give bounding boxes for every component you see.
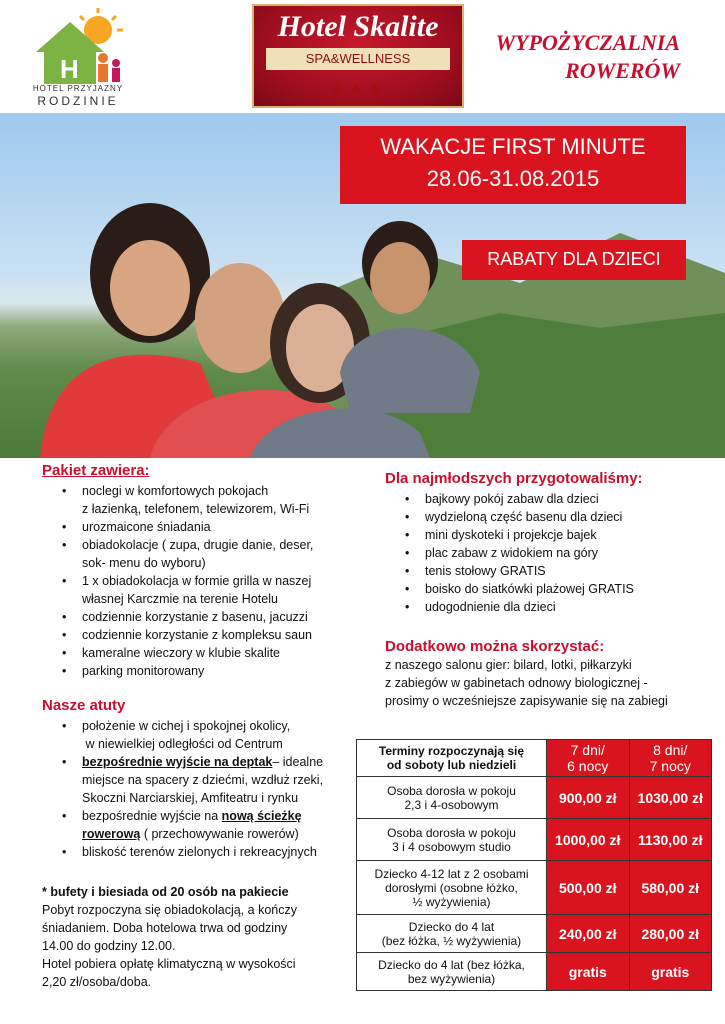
price-cell: 500,00 zł [547, 861, 630, 915]
list-item: • udogodnienie dla dzieci [385, 598, 705, 616]
list-item: • wydzieloną część basenu dla dzieci [385, 508, 705, 526]
svg-text:H: H [60, 54, 79, 84]
table-row [357, 819, 712, 861]
list-item: • bajkowy pokój zabaw dla dzieci [385, 490, 705, 508]
list-item: • codziennie korzystanie z basenu, jacuzzi [42, 608, 352, 626]
table-row [357, 953, 712, 991]
list-item: • bezpośrednie wyjście na nową ścieżkę rowerową ( przechowywanie rowerów) [42, 807, 352, 843]
price-cell: 280,00 zł [629, 915, 712, 953]
logo-text-top: HOTEL PRZYJAZNY [32, 84, 124, 93]
price-cell: 1000,00 zł [547, 819, 630, 861]
list-item: • bliskość terenów zielonych i rekreacyjnych [42, 843, 352, 861]
row-label: Dziecko 4-12 lat z 2 osobami dorosłymi (osobne łóżko, ½ wyżywienia) [357, 861, 547, 915]
table-header-8days: 8 dni/ 7 nocy [629, 740, 712, 777]
bike-rental-subtitle: ROWERÓW [565, 58, 680, 83]
package-section [42, 462, 352, 680]
kids-list [385, 490, 705, 616]
extras-line: z zabiegów w gabinetach odnowy biologicznej - [385, 676, 648, 690]
notes-line: śniadaniem. Doba hotelowa trwa od godziny [42, 921, 288, 935]
notes-line: 2,20 zł/osoba/doba. [42, 975, 152, 989]
promo-dates: 28.06-31.08.2015 [426, 166, 600, 191]
price-cell: 1030,00 zł [629, 777, 712, 819]
price-cell: 240,00 zł [547, 915, 630, 953]
price-cell: 900,00 zł [547, 777, 630, 819]
extras-heading: Dodatkowo można skorzystać: [385, 638, 605, 655]
list-item: • 1 x obiadokolacja w formie grilla w naszej własnej Karczmie na terenie Hotelu [42, 572, 352, 608]
list-item: • noclegi w komfortowych pokojach z łazienką, telefonem, telewizorem, Wi-Fi [42, 482, 352, 518]
kids-heading: Dla najmłodszych przygotowaliśmy: [385, 470, 643, 487]
extras-line: prosimy o wcześniejsze zapisywanie się na zabiegi [385, 694, 668, 708]
row-label: Dziecko do 4 lat (bez łóżka, ½ wyżywienia) [357, 915, 547, 953]
notes-bold: * bufety i biesiada od 20 osób na pakiecie [42, 885, 289, 899]
table-row [357, 777, 712, 819]
notes-section [42, 883, 352, 991]
bike-rental-title: WYPOŻYCZALNIA [495, 30, 680, 55]
hotel-subtitle: SPA&WELLNESS [266, 48, 450, 70]
notes-line: Hotel pobiera opłatę klimatyczną w wysokości [42, 957, 296, 971]
list-item: • mini dyskoteki i projekcje bajek [385, 526, 705, 544]
extras-section [385, 638, 705, 710]
kids-discount-label: RABATY DLA DZIECI [487, 249, 661, 269]
list-item: • urozmaicone śniadania [42, 518, 352, 536]
list-item: • kameralne wieczory w klubie skalite [42, 644, 352, 662]
table-header-label: Terminy rozpoczynają się od soboty lub niedzieli [357, 740, 547, 777]
list-item: • parking monitorowany [42, 662, 352, 680]
logo-text-bottom: RODZINIE [37, 94, 119, 108]
price-cell: gratis [547, 953, 630, 991]
list-item: • boisko do siatkówki plażowej GRATIS [385, 580, 705, 598]
kids-section [385, 470, 705, 616]
notes-line: 14.00 do godziny 12.00. [42, 939, 176, 953]
hotel-name: Hotel Skalite [277, 10, 439, 43]
advantages-heading: Nasze atuty [42, 697, 126, 714]
hotel-stars: ★★★ [330, 82, 386, 99]
row-label: Osoba dorosła w pokoju 3 i 4 osobowym studio [357, 819, 547, 861]
family-hotel-logo [28, 8, 128, 108]
price-table [356, 739, 712, 991]
row-label: Osoba dorosła w pokoju 2,3 i 4-osobowym [357, 777, 547, 819]
price-cell: 580,00 zł [629, 861, 712, 915]
price-cell: 1130,00 zł [629, 819, 712, 861]
list-item: • obiadokolacje ( zupa, drugie danie, deser, sok- menu do wyboru) [42, 536, 352, 572]
list-item: • położenie w cichej i spokojnej okolicy, w niewielkiej odległości od Centrum [42, 717, 352, 753]
list-item: • tenis stołowy GRATIS [385, 562, 705, 580]
price-cell: gratis [629, 953, 712, 991]
package-list [42, 482, 352, 680]
notes-line: Pobyt rozpoczyna się obiadokolacją, a kończy [42, 903, 298, 917]
promo-title: WAKACJE FIRST MINUTE [380, 134, 646, 159]
advantages-section [42, 697, 352, 861]
package-heading: Pakiet zawiera: [42, 462, 150, 479]
list-item: • bezpośrednie wyjście na deptak– idealne miejsce na spacery z dziećmi, wzdłuż rzeki, Skoczni Narciarskiej, Amfiteatru i rynku [42, 753, 352, 807]
table-header-row [357, 740, 712, 777]
row-label: Dziecko do 4 lat (bez łóżka, bez wyżywienia) [357, 953, 547, 991]
list-item: • codziennie korzystanie z kompleksu saun [42, 626, 352, 644]
advantages-list [42, 717, 352, 861]
extras-line: z naszego salonu gier: bilard, lotki, piłkarzyki [385, 658, 632, 672]
table-row [357, 915, 712, 953]
table-header-7days: 7 dni/ 6 nocy [547, 740, 630, 777]
list-item: • plac zabaw z widokiem na góry [385, 544, 705, 562]
table-row [357, 861, 712, 915]
